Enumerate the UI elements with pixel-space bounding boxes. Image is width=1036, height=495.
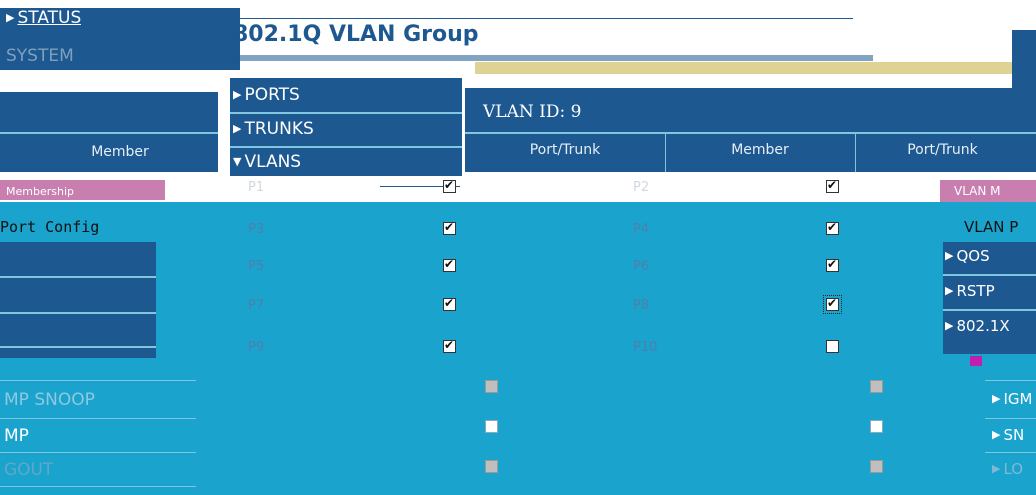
membership-tab[interactable]: Membership [0,180,165,200]
vlan-id-label: VLAN ID: 9 [483,102,582,122]
nav-igm[interactable]: ▶ IGM [992,390,1033,408]
port-label: P4 [633,222,650,237]
triangle-right-icon: ▶ [233,122,242,135]
separator [0,132,218,134]
member-checkbox[interactable] [826,259,839,272]
separator [0,276,156,278]
triangle-right-icon: ▶ [992,392,1001,405]
member-checkbox[interactable] [443,340,456,353]
separator [230,146,462,148]
page-title: 802.1Q VLAN Group [233,22,479,47]
nav-ports[interactable]: ▶ PORTS [233,85,300,105]
port-label: P2 [633,180,650,195]
port-config-label[interactable]: Port Config [0,218,100,236]
separator [943,309,1036,311]
ghost-checkbox[interactable] [870,460,883,473]
nav-802-1x[interactable]: ▶ 802.1X [945,317,1010,335]
port-label: P9 [248,340,265,355]
subtitle-highlight [475,62,1015,74]
triangle-right-icon: ▶ [945,319,954,332]
member-checkbox[interactable] [443,298,456,311]
title-rule [233,18,853,19]
port-label: P10 [633,340,658,355]
triangle-right-icon: ▶ [992,462,1001,475]
col-header-port-trunk-2: Port/Trunk [907,142,978,158]
member-checkbox[interactable] [826,180,839,193]
separator [985,452,1036,453]
nav-imp[interactable]: MP [4,426,29,446]
nav-sn[interactable]: ▶ SN [992,426,1025,444]
triangle-right-icon: ▶ [945,249,954,262]
separator [985,380,1036,381]
member-checkbox[interactable] [826,340,839,353]
nav-qos[interactable]: ▶ QOS [945,247,990,265]
ghost-checkbox[interactable] [870,420,883,433]
nav-trunks[interactable]: ▶ TRUNKS [233,119,314,139]
nav-system[interactable]: SYSTEM [6,46,74,66]
nav-lo[interactable]: ▶ LO [992,460,1024,478]
member-checkbox[interactable] [826,298,839,311]
nav-gout[interactable]: GOUT [4,460,54,480]
nav-vlans[interactable]: ▼ VLANS [233,152,302,172]
triangle-right-icon: ▶ [6,11,15,24]
triangle-right-icon: ▶ [233,88,242,101]
triangle-right-icon: ▶ [945,284,954,297]
port-label: P8 [633,298,650,313]
nav-status[interactable]: ▶ STATUS [6,8,82,28]
nav-igmp-snoop[interactable]: MP SNOOP [4,390,95,410]
member-checkbox[interactable] [443,259,456,272]
port-label: P1 [248,180,265,195]
separator [0,486,196,487]
separator [0,418,196,419]
right-nav-box [1012,30,1036,90]
port-label: P3 [248,222,265,237]
triangle-right-icon: ▶ [992,428,1001,441]
separator [0,346,156,348]
port-label: P7 [248,298,265,313]
ghost-checkbox[interactable] [485,460,498,473]
left-menu-block [0,242,156,358]
separator [465,132,1036,134]
separator [0,312,156,314]
magenta-marker [970,356,982,366]
ghost-checkbox[interactable] [485,380,498,393]
separator [943,274,1036,276]
member-checkbox[interactable] [443,180,456,193]
port-label: P6 [633,259,650,274]
member-checkbox[interactable] [826,222,839,235]
triangle-down-icon: ▼ [233,155,242,168]
nav-rstp[interactable]: ▶ RSTP [945,282,995,300]
col-header-port-trunk: Port/Trunk [529,142,601,158]
vlan-p-label[interactable]: VLAN P [964,218,1019,236]
left-member-header: Member [91,144,149,160]
separator [985,418,1036,419]
ghost-checkbox[interactable] [485,420,498,433]
separator [0,452,196,453]
ghost-checkbox[interactable] [870,380,883,393]
separator [230,112,462,114]
subtitle-bar [233,55,873,61]
separator [0,380,196,381]
vlan-m-tab[interactable]: VLAN M [940,180,1036,202]
vlan-header-panel [465,88,1036,172]
port-label: P5 [248,259,265,274]
member-checkbox[interactable] [443,222,456,235]
col-header-member: Member [731,142,789,158]
